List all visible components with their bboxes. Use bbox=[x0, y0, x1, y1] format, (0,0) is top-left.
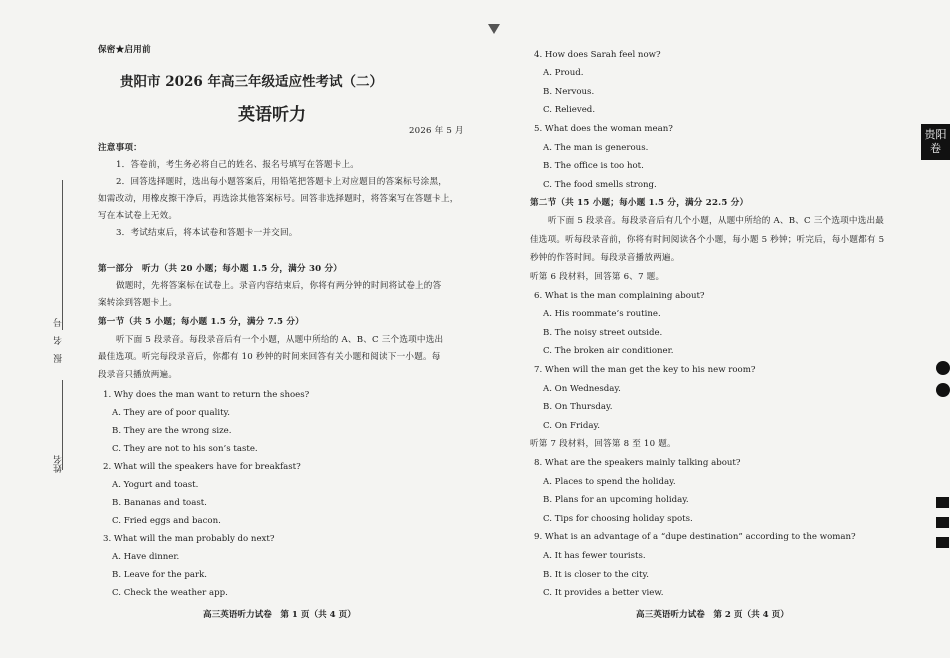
region-badge bbox=[921, 124, 950, 160]
option-text: A. His roommate’s routine. bbox=[543, 309, 661, 319]
name-label: 姓名 bbox=[54, 455, 64, 473]
option-text: B. Bananas and toast. bbox=[112, 498, 207, 508]
notice-line: 3．考试结束后，将本试卷和答题卡一并交回。 bbox=[116, 228, 298, 238]
notice-line: 2．回答选择题时，选出每小题答案后，用铅笔把答题卡上对应题目的答案标号涂黑， bbox=[116, 177, 448, 187]
material-heading: 听第 6 段材料，回答第 6、7 题。 bbox=[530, 272, 665, 282]
option-text: C. Relieved. bbox=[543, 105, 596, 115]
notice-heading: 注意事项： bbox=[98, 143, 142, 153]
question-text: 3. What will the man probably do next? bbox=[103, 534, 275, 544]
option-text: C. Check the weather app. bbox=[112, 588, 228, 598]
question-text: 4. How does Sarah feel now? bbox=[534, 50, 661, 60]
question-text: 2. What will the speakers have for breakfast? bbox=[103, 462, 301, 472]
option-text: A. It has fewer tourists. bbox=[543, 551, 646, 561]
section1-desc: 最佳选项。听完每段录音后，你都有 10 秒钟的时间来回答有关小题和阅读下一小题。每 bbox=[98, 352, 441, 362]
option-text: B. The noisy street outside. bbox=[543, 328, 663, 338]
option-text: C. It provides a better view. bbox=[543, 588, 664, 598]
question-text: 6. What is the man complaining about? bbox=[534, 291, 705, 301]
option-text: A. Places to spend the holiday. bbox=[543, 477, 676, 487]
page-marker-triangle-icon bbox=[488, 24, 500, 34]
question-text: 8. What are the speakers mainly talking about? bbox=[534, 458, 741, 468]
section2-desc: 佳选项。听每段录音前，你将有时间阅读各个小题，每小题 5 秒钟；听完后，每小题都有 5 bbox=[530, 235, 885, 245]
confidential-label: 保密★启用前 bbox=[98, 45, 151, 55]
option-text: B. Nervous. bbox=[543, 87, 595, 97]
option-text: C. They are not to his son’s taste. bbox=[112, 444, 258, 454]
section2-heading: 第二节（共 15 小题；每小题 1.5 分，满分 22.5 分） bbox=[530, 198, 749, 208]
option-text: B. It is closer to the city. bbox=[543, 570, 649, 580]
registration-square-icon bbox=[936, 497, 949, 508]
badge-line: 卷 bbox=[930, 142, 941, 155]
registration-dot-icon bbox=[936, 361, 950, 375]
registration-square-icon bbox=[936, 537, 949, 548]
notice-line: 1．答卷前，考生务必将自己的姓名、报名号填写在答题卡上。 bbox=[116, 160, 360, 170]
exam-title: 贵阳市 2026 年高三年级适应性考试（二） bbox=[120, 74, 383, 90]
part1-desc: 案转涂到答题卡上。 bbox=[98, 298, 178, 308]
option-text: A. Proud. bbox=[543, 68, 584, 78]
page-footer: 高三英语听力试卷 第 1 页（共 4 页） bbox=[203, 610, 356, 620]
option-text: C. The food smells strong. bbox=[543, 180, 657, 190]
exam-date: 2026 年 5 月 bbox=[409, 126, 464, 136]
option-text: A. Have dinner. bbox=[112, 552, 180, 562]
question-text: 7. When will the man get the key to his new room? bbox=[534, 365, 756, 375]
option-text: B. The office is too hot. bbox=[543, 161, 644, 171]
notice-line: 写在本试卷上无效。 bbox=[98, 211, 178, 221]
section1-desc: 段录音只播放两遍。 bbox=[98, 370, 178, 380]
section2-desc: 秒钟的作答时间。每段录音播放两遍。 bbox=[530, 253, 680, 263]
question-text: 5. What does the woman mean? bbox=[534, 124, 673, 134]
registration-square-icon bbox=[936, 517, 949, 528]
option-text: B. They are the wrong size. bbox=[112, 426, 232, 436]
option-text: A. Yogurt and toast. bbox=[112, 480, 199, 490]
section2-desc: 听下面 5 段录音。每段录音后有几个小题，从题中所给的 A、B、C 三个选项中选出最 bbox=[548, 216, 885, 226]
badge-line: 贵阳 bbox=[924, 128, 947, 141]
notice-line: 如需改动，用橡皮擦干净后，再选涂其他答案标号。回答非选择题时，将答案写在答题卡上， bbox=[98, 194, 459, 204]
option-text: A. They are of poor quality. bbox=[112, 408, 230, 418]
option-text: C. Tips for choosing holiday spots. bbox=[543, 514, 693, 524]
id-number-label: 报 名 号 bbox=[54, 318, 64, 363]
part1-desc: 做题时，先将答案标在试卷上。录音内容结束后，你将有两分钟的时间将试卷上的答 bbox=[116, 281, 442, 291]
id-write-line bbox=[62, 180, 63, 330]
registration-dot-icon bbox=[936, 383, 950, 397]
question-text: 1. Why does the man want to return the shoes? bbox=[103, 390, 310, 400]
option-text: A. On Wednesday. bbox=[543, 384, 621, 394]
option-text: B. Plans for an upcoming holiday. bbox=[543, 495, 689, 505]
option-text: C. Fried eggs and bacon. bbox=[112, 516, 221, 526]
option-text: B. Leave for the park. bbox=[112, 570, 208, 580]
section1-heading: 第一节（共 5 小题；每小题 1.5 分，满分 7.5 分） bbox=[98, 317, 304, 327]
section1-desc: 听下面 5 段录音。每段录音后有一个小题，从题中所给的 A、B、C 三个选项中选出 bbox=[116, 335, 444, 345]
exam-subject: 英语听力 bbox=[238, 105, 306, 125]
question-text: 9. What is an advantage of a “dupe destination” according to the woman? bbox=[534, 532, 856, 542]
page-footer: 高三英语听力试卷 第 2 页（共 4 页） bbox=[636, 610, 789, 620]
option-text: C. On Friday. bbox=[543, 421, 600, 431]
option-text: A. The man is generous. bbox=[543, 143, 649, 153]
option-text: C. The broken air conditioner. bbox=[543, 346, 674, 356]
material-heading: 听第 7 段材料，回答第 8 至 10 题。 bbox=[530, 439, 676, 449]
option-text: B. On Thursday. bbox=[543, 402, 613, 412]
part1-heading: 第一部分 听力（共 20 小题；每小题 1.5 分，满分 30 分） bbox=[98, 264, 343, 274]
